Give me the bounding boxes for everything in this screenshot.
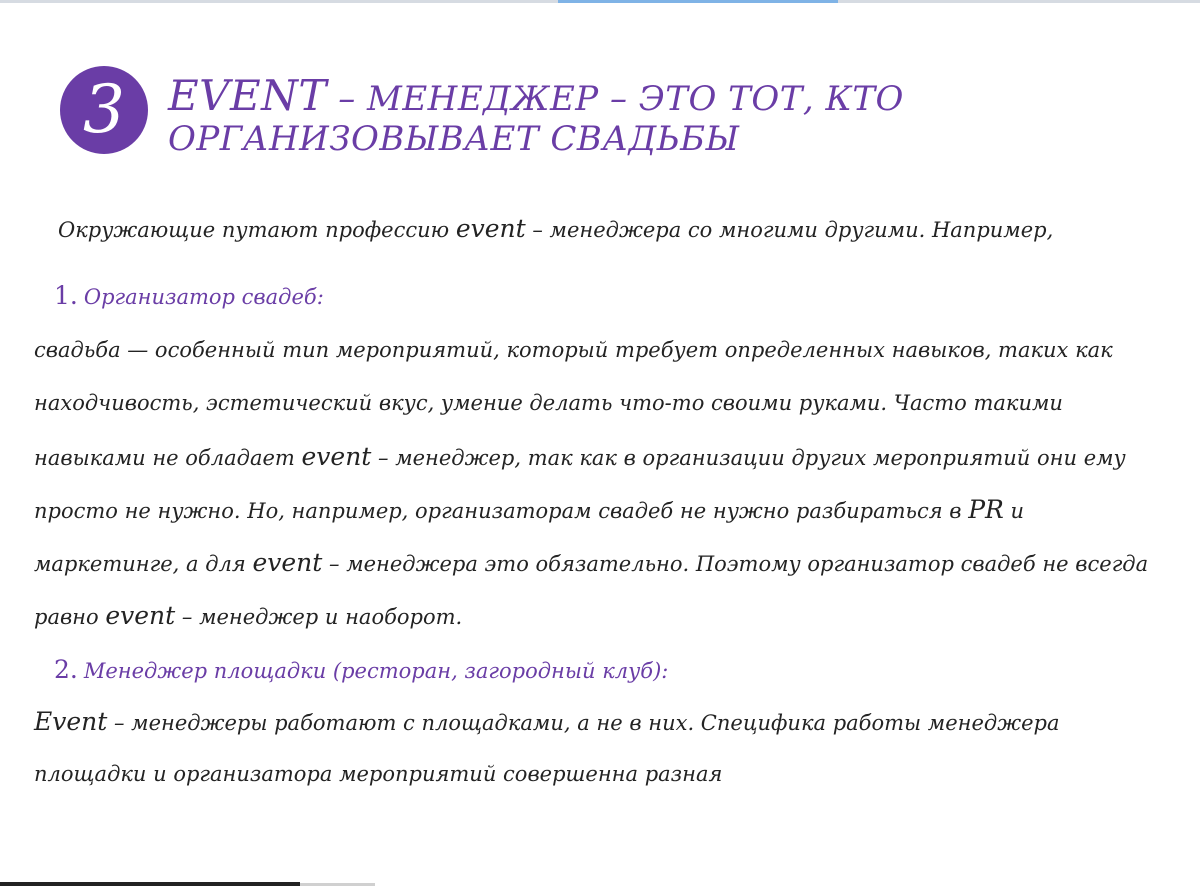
section-number-badge	[60, 66, 148, 154]
top-progress-indicator	[558, 0, 838, 3]
section-heading	[168, 71, 1068, 159]
heading-line1-rest: – МЕНЕДЖЕР – ЭТО ТОТ, КТО	[326, 79, 904, 119]
heading-line2: ОРГАНИЗОВЫВАЕТ СВАДЬБЫ	[168, 119, 740, 159]
list-item-1-label: Организатор свадеб:	[83, 285, 324, 309]
list-item-1-title	[54, 281, 324, 310]
list-item-2-number: 2.	[54, 655, 78, 684]
item-2-line-1: Event – менеджеры работают с площадками, а не в них. Специфика работы менеджера	[34, 707, 1060, 736]
list-item-2-label: Менеджер площадки (ресторан, загородный клуб):	[83, 659, 669, 683]
intro-event-word: event	[455, 214, 526, 243]
item-2-line-2: площадки и организатора мероприятий совершенна разная	[34, 762, 723, 786]
item-1-line-2: находчивость, эстетический вкус, умение делать что-то своими руками. Часто такими	[34, 391, 1063, 415]
list-item-2-title	[54, 655, 668, 684]
bottom-progress-bar	[0, 882, 300, 886]
heading-event-word: EVENT	[168, 71, 327, 120]
list-item-1-number: 1.	[54, 281, 78, 310]
item-1-line-6: равно event – менеджер и наоборот.	[34, 601, 463, 630]
item-1-line-3: навыками не обладает event – менеджер, так как в организации других мероприятий они ему	[34, 442, 1126, 471]
item-1-line-5: маркетинге, а для event – менеджера это обязательно. Поэтому организатор свадеб не всегда	[34, 548, 1149, 577]
section-number: 3	[83, 71, 125, 148]
item-1-line-1: свадьба — особенный тип мероприятий, который требует определенных навыков, таких как	[34, 338, 1113, 362]
intro-paragraph: Окружающие путают профессию event – менеджера со многими другими. Например,	[58, 214, 1054, 243]
item-1-line-4: просто не нужно. Но, например, организаторам свадеб не нужно разбираться в PR и	[34, 495, 1025, 524]
